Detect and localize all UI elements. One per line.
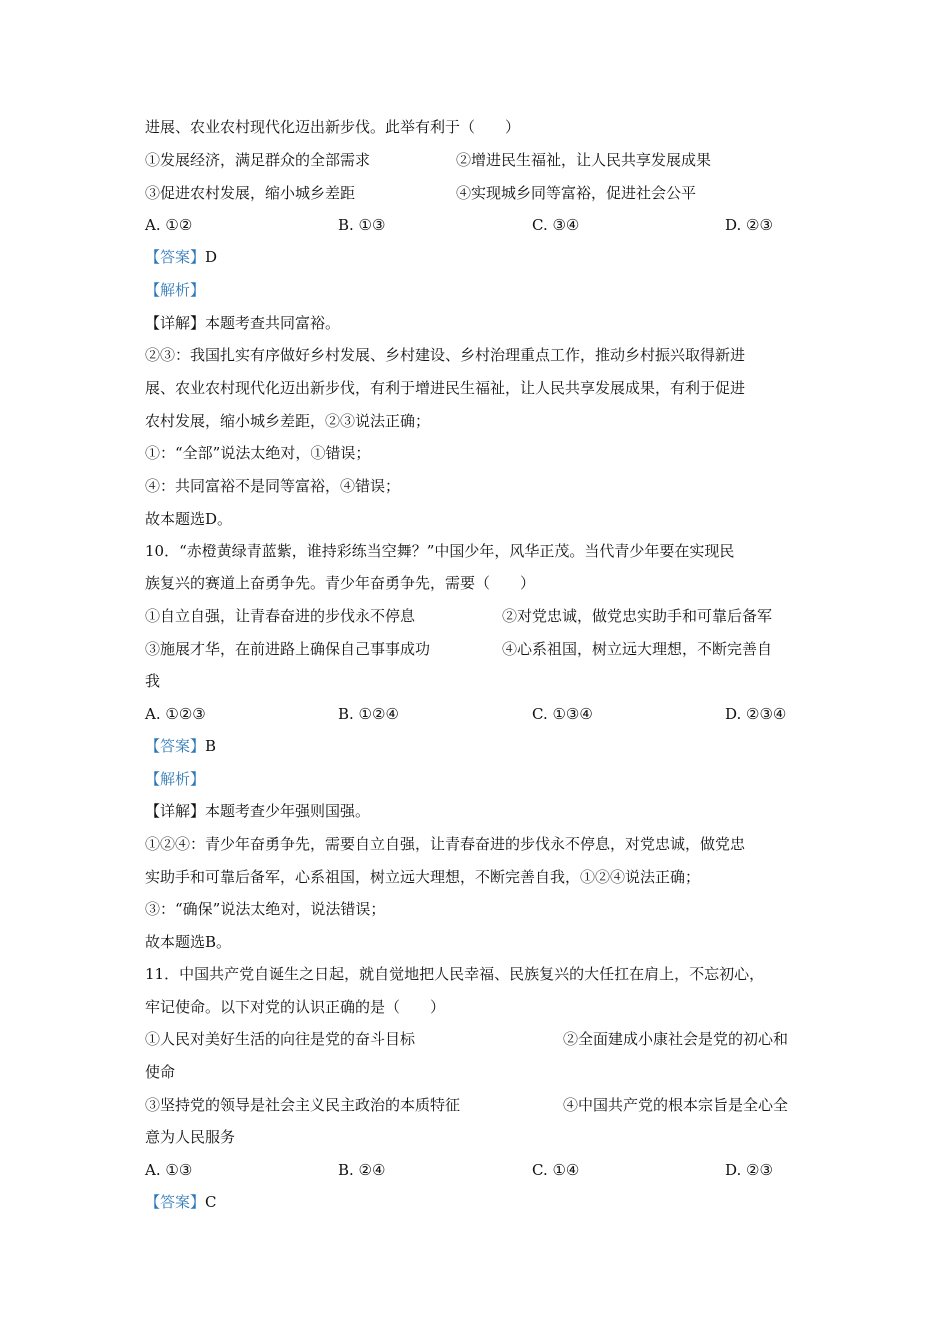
q9-option-c: C. ③④ bbox=[532, 216, 580, 234]
q11-statement-1: ①人民对美好生活的向往是党的奋斗目标 bbox=[145, 1030, 416, 1048]
q9-option-a: A. ①② bbox=[145, 216, 193, 234]
q10-explanation-line: 实助手和可靠后备军，心系祖国，树立远大理想，不断完善自我，①②④说法正确； bbox=[145, 868, 701, 886]
q9-statement-2: ②增进民生福祉，让人民共享发展成果 bbox=[456, 151, 712, 169]
answer-value: C bbox=[205, 1193, 217, 1211]
q9-answer bbox=[145, 247, 217, 267]
q9-conclusion: 故本题选D。 bbox=[145, 510, 233, 528]
q11-option-c: C. ①④ bbox=[532, 1161, 580, 1179]
q10-option-d: D. ②③④ bbox=[725, 705, 787, 723]
q10-conclusion: 故本题选B。 bbox=[145, 933, 232, 951]
detail-title: 本题考查共同富裕。 bbox=[205, 314, 341, 332]
q9-explanation-line: 农村发展，缩小城乡差距，②③说法正确； bbox=[145, 412, 431, 430]
q9-statement-1: ①发展经济，满足群众的全部需求 bbox=[145, 151, 371, 169]
q9-detail bbox=[145, 313, 340, 333]
q9-option-d: D. ②③ bbox=[725, 216, 773, 234]
q10-answer bbox=[145, 736, 216, 756]
q9-analysis-tag: 【解析】 bbox=[145, 281, 206, 299]
q9-option-b: B. ①③ bbox=[338, 216, 386, 234]
answer-tag: 【答案】 bbox=[145, 248, 206, 266]
q9-statement-4: ④实现城乡同等富裕，促进社会公平 bbox=[456, 184, 697, 202]
answer-tag: 【答案】 bbox=[145, 737, 206, 755]
q11-statement-2-cont: 使命 bbox=[145, 1063, 176, 1081]
q10-statement-1: ①自立自强，让青春奋进的步伐永不停息 bbox=[145, 607, 416, 625]
q10-explanation-line: ①②④：青少年奋勇争先，需要自立自强，让青春奋进的步伐永不停息，对党忠诚，做党忠 bbox=[145, 835, 746, 853]
q10-statement-3: ③施展才华，在前进路上确保自己事事成功 bbox=[145, 640, 431, 658]
q9-stem-tail: 进展、农业农村现代化迈出新步伐。此举有利于（ ） bbox=[145, 118, 521, 136]
q11-option-d: D. ②③ bbox=[725, 1161, 773, 1179]
q9-statement-3: ③促进农村发展，缩小城乡差距 bbox=[145, 184, 356, 202]
q10-explanation-line: ③：“确保”说法太绝对，说法错误； bbox=[145, 900, 386, 918]
q10-statement-2: ②对党忠诚，做党忠实助手和可靠后备军 bbox=[502, 607, 773, 625]
q10-statement-4: ④心系祖国，树立远大理想，不断完善自 bbox=[502, 640, 773, 658]
q11-stem-line: 11．中国共产党自诞生之日起，就自觉地把人民幸福、民族复兴的大任扛在肩上，不忘初心， bbox=[145, 965, 765, 983]
q10-option-c: C. ①③④ bbox=[532, 705, 593, 723]
q11-statement-4-cont: 意为人民服务 bbox=[145, 1128, 236, 1146]
q11-statement-4: ④中国共产党的根本宗旨是全心全 bbox=[563, 1096, 789, 1114]
q10-analysis-tag: 【解析】 bbox=[145, 770, 206, 788]
q9-explanation-line: ②③：我国扎实有序做好乡村发展、乡村建设、乡村治理重点工作，推动乡村振兴取得新进 bbox=[145, 346, 746, 364]
q9-explanation-line: 展、农业农村现代化迈出新步伐，有利于增进民生福祉，让人民共享发展成果，有利于促进 bbox=[145, 379, 746, 397]
q10-stem-line: 10．“赤橙黄绿青蓝紫，谁持彩练当空舞？”中国少年，风华正茂。当代青少年要在实现民 bbox=[145, 542, 735, 560]
q11-answer bbox=[145, 1192, 217, 1212]
detail-tag: 【详解】 bbox=[145, 802, 206, 820]
q11-option-a: A. ①③ bbox=[145, 1161, 193, 1179]
q11-stem-line: 牢记使命。以下对党的认识正确的是（ ） bbox=[145, 998, 446, 1016]
q10-stem-line: 族复兴的赛道上奋勇争先。青少年奋勇争先，需要（ ） bbox=[145, 574, 536, 592]
answer-value: D bbox=[205, 248, 218, 266]
q9-explanation-line: ④：共同富裕不是同等富裕，④错误； bbox=[145, 477, 401, 495]
q10-option-a: A. ①②③ bbox=[145, 705, 206, 723]
q11-statement-3: ③坚持党的领导是社会主义民主政治的本质特征 bbox=[145, 1096, 461, 1114]
answer-tag: 【答案】 bbox=[145, 1193, 206, 1211]
answer-value: B bbox=[205, 737, 217, 755]
q11-option-b: B. ②④ bbox=[338, 1161, 386, 1179]
q10-detail bbox=[145, 801, 370, 821]
q9-explanation-line: ①：“全部”说法太绝对，①错误； bbox=[145, 444, 371, 462]
detail-tag: 【详解】 bbox=[145, 314, 206, 332]
q11-statement-2: ②全面建成小康社会是党的初心和 bbox=[563, 1030, 789, 1048]
q10-option-b: B. ①②④ bbox=[338, 705, 399, 723]
q10-statement-4-cont: 我 bbox=[145, 672, 161, 690]
detail-title: 本题考查少年强则国强。 bbox=[205, 802, 371, 820]
